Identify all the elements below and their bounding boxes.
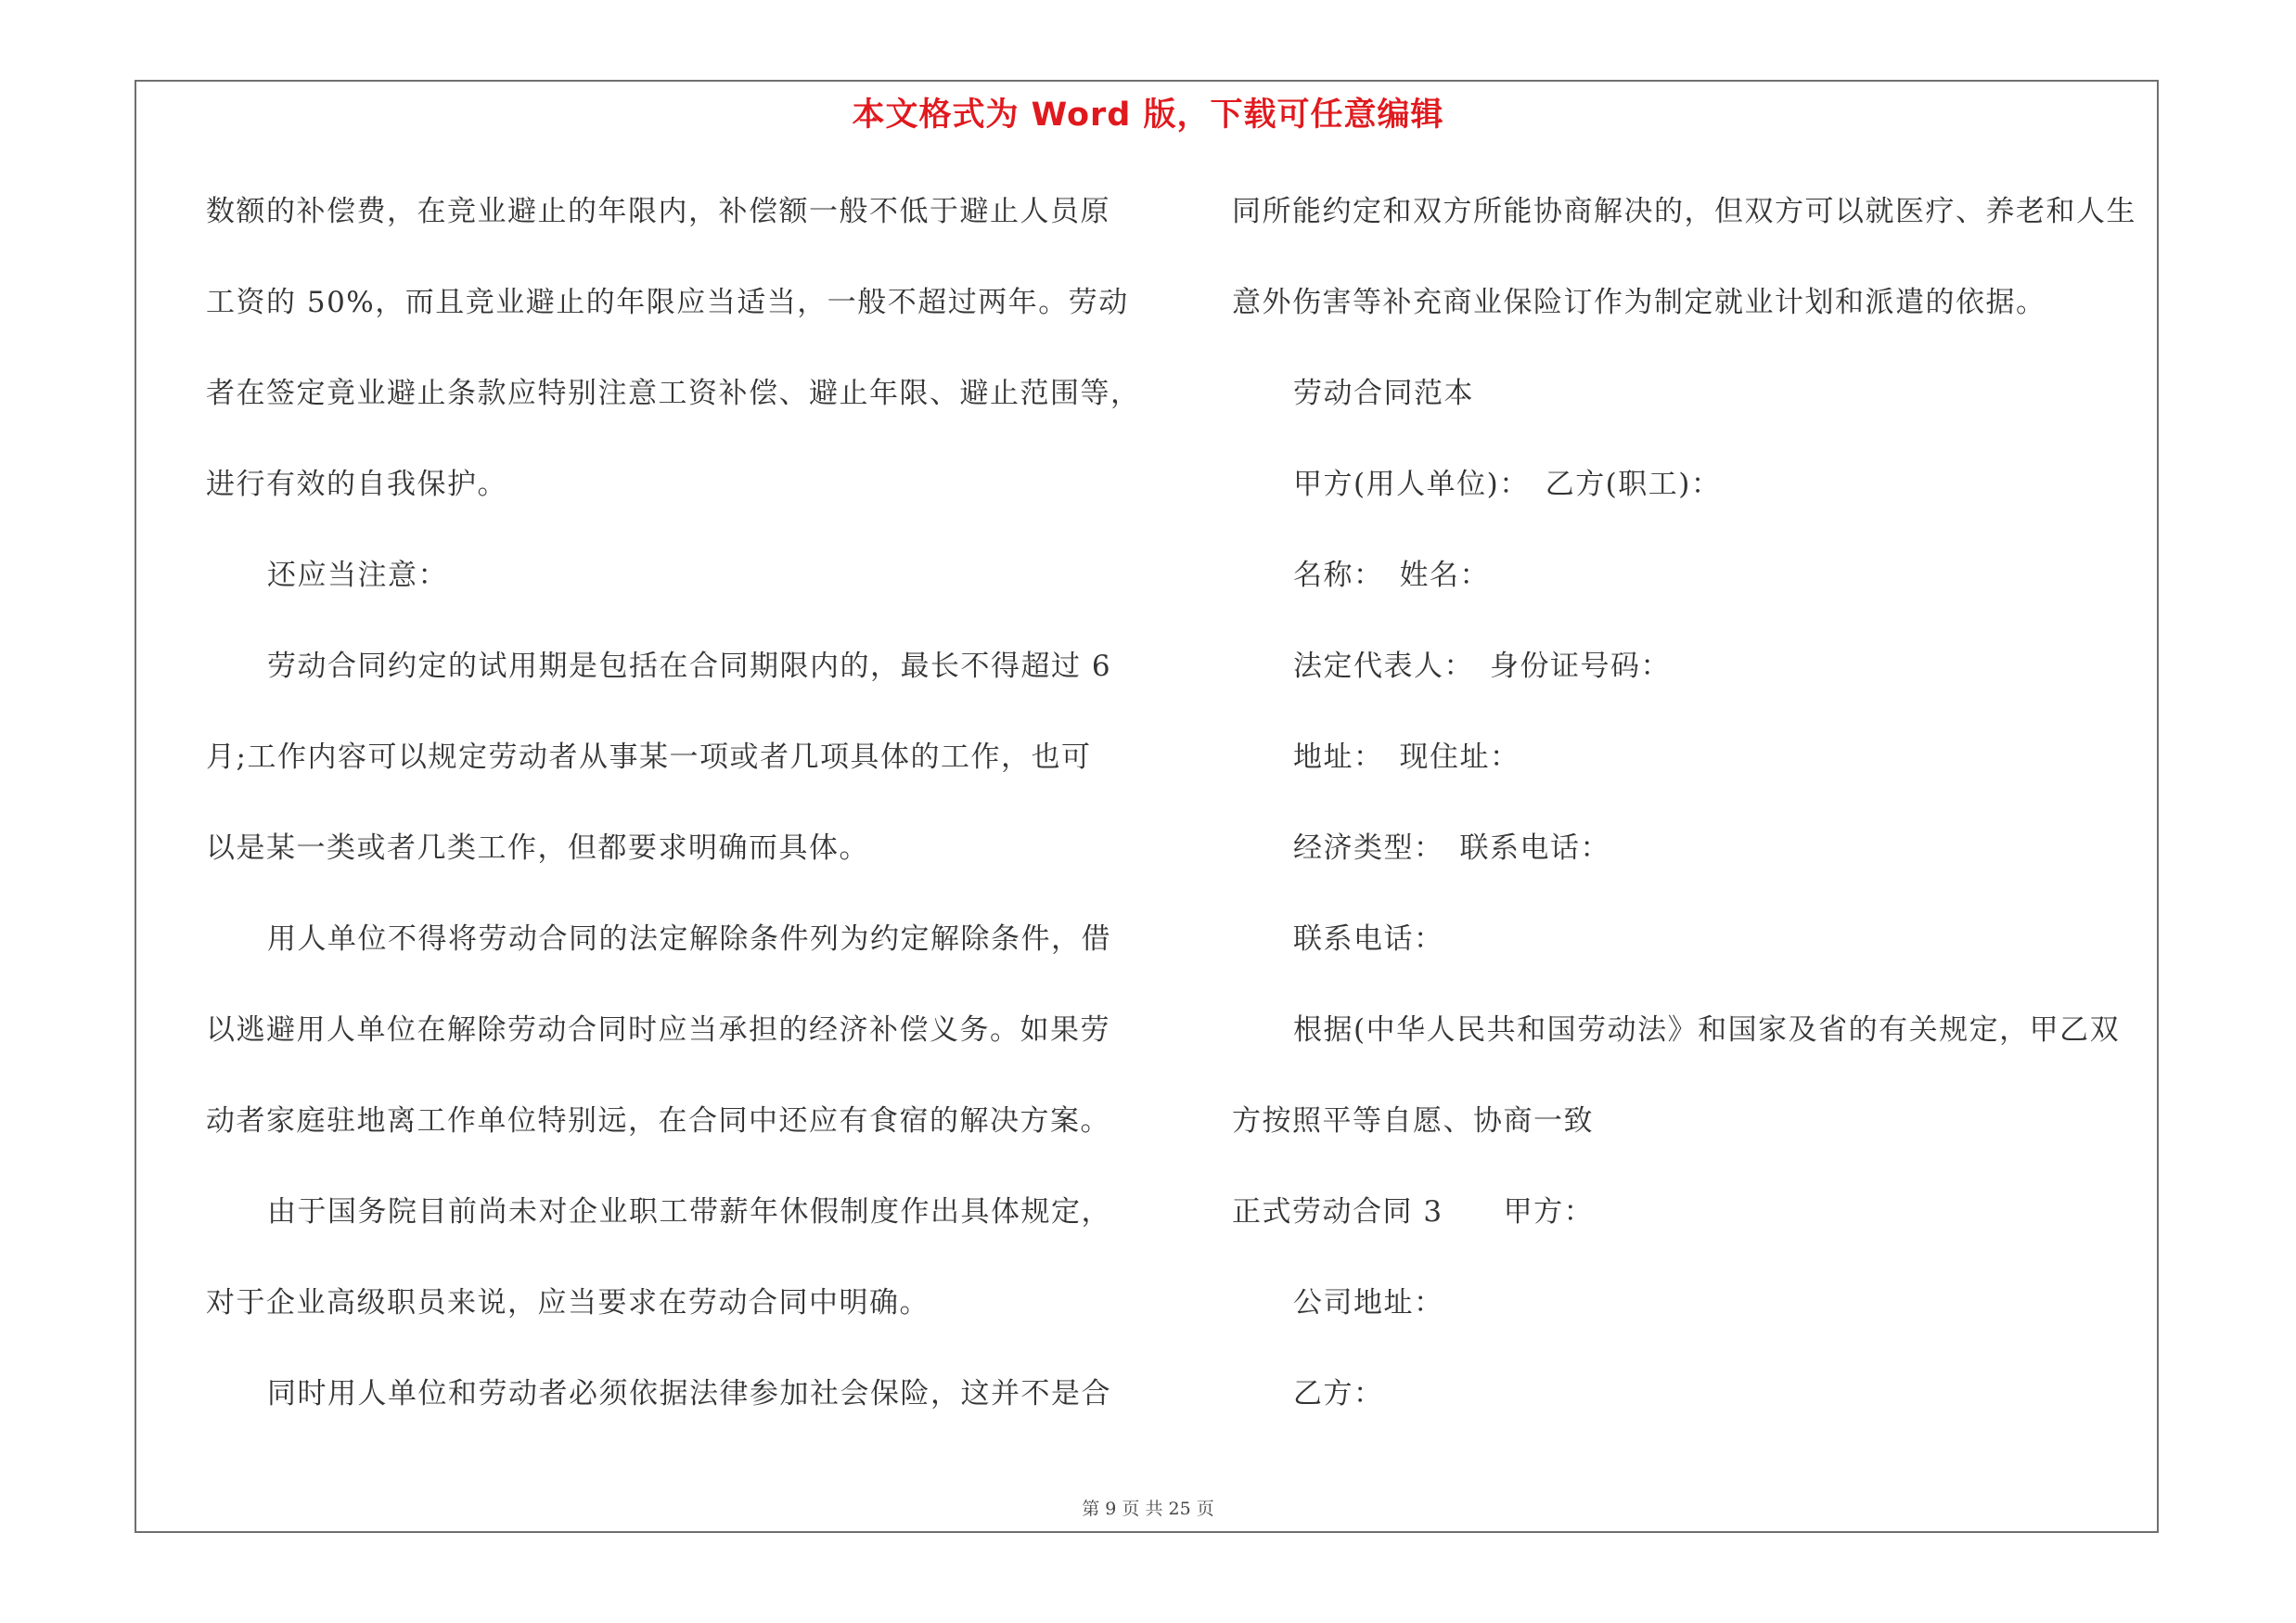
right-text-column bbox=[1232, 181, 2150, 1454]
paragraph-line: 劳动合同范本 bbox=[1293, 377, 1474, 410]
paragraph-line: 联系电话： bbox=[1293, 922, 1444, 956]
paragraph-line: 劳动合同约定的试用期是包括在合同期限内的，最长不得超过 6 bbox=[267, 650, 1112, 683]
paragraph-line: 月;工作内容可以规定劳动者从事某一项或者几项具体的工作，也可 bbox=[206, 741, 1092, 774]
paragraph-line: 方按照平等自愿、协商一致 bbox=[1232, 1104, 1594, 1138]
paragraph-line: 同时用人单位和劳动者必须依据法律参加社会保险，这并不是合 bbox=[267, 1377, 1111, 1410]
paragraph-line: 同所能约定和双方所能协商解决的，但双方可以就医疗、养老和人生 bbox=[1232, 195, 2136, 228]
paragraph-line: 意外伤害等补充商业保险订作为制定就业计划和派遣的依据。 bbox=[1232, 286, 2046, 319]
paragraph-line: 由于国务院目前尚未对企业职工带薪年休假制度作出具体规定， bbox=[267, 1195, 1111, 1229]
paragraph-line: 经济类型： 联系电话： bbox=[1293, 831, 1610, 865]
paragraph-line: 以是某一类或者几类工作，但都要求明确而具体。 bbox=[206, 831, 869, 865]
paragraph-line: 名称： 姓名： bbox=[1293, 559, 1490, 592]
paragraph-line: 动者家庭驻地离工作单位特别远，在合同中还应有食宿的解决方案。 bbox=[206, 1104, 1110, 1138]
paragraph-line: 对于企业高级职员来说，应当要求在劳动合同中明确。 bbox=[206, 1286, 930, 1320]
paragraph-line: 进行有效的自我保护。 bbox=[206, 468, 507, 501]
paragraph-line: 者在签定竟业避止条款应特别注意工资补偿、避止年限、避止范围等， bbox=[206, 377, 1141, 410]
paragraph-line: 地址： 现住址： bbox=[1293, 741, 1520, 774]
paragraph-line: 法定代表人： 身份证号码： bbox=[1293, 650, 1671, 683]
paragraph-line: 乙方： bbox=[1293, 1377, 1384, 1410]
paragraph-line: 数额的补偿费，在竞业避止的年限内，补偿额一般不低于避止人员原 bbox=[206, 195, 1110, 228]
paragraph-line: 公司地址： bbox=[1293, 1286, 1444, 1320]
paragraph-line: 甲方(用人单位)： 乙方(职工)： bbox=[1293, 468, 1722, 501]
paragraph-line: 正式劳动合同 3 甲方： bbox=[1232, 1195, 1595, 1229]
word-format-banner: 本文格式为 Word 版，下载可任意编辑 bbox=[852, 97, 1444, 134]
left-text-column bbox=[206, 181, 1161, 1454]
paragraph-line: 还应当注意： bbox=[267, 559, 448, 592]
paragraph-line: 根据(中华人民共和国劳动法》和国家及省的有关规定，甲乙双 bbox=[1293, 1013, 2121, 1047]
paragraph-line: 用人单位不得将劳动合同的法定解除条件列为约定解除条件，借 bbox=[267, 922, 1111, 956]
paragraph-line: 以逃避用人单位在解除劳动合同时应当承担的经济补偿义务。如果劳 bbox=[206, 1013, 1110, 1047]
paragraph-line: 工资的 50%，而且竞业避止的年限应当适当，一般不超过两年。劳动 bbox=[206, 286, 1129, 319]
page-number-footer: 第 9 页 共 25 页 bbox=[1082, 1499, 1214, 1519]
